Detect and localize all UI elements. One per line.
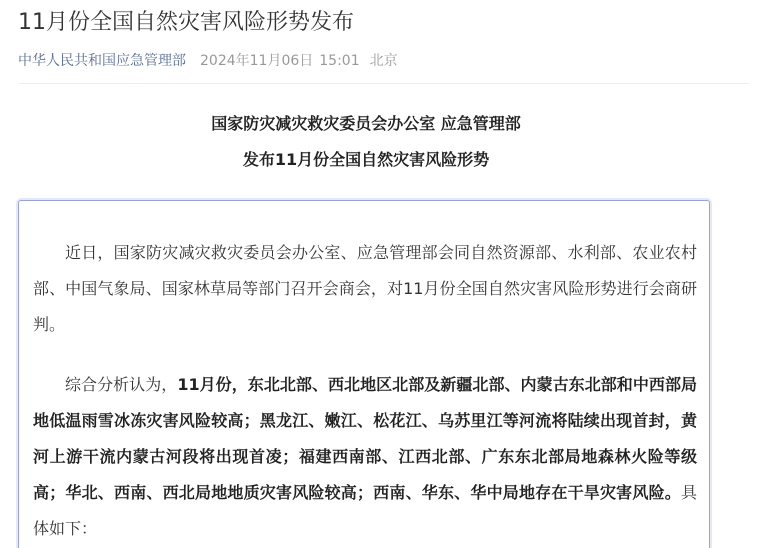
- paragraph-intro: 近日，国家防灾减灾救灾委员会办公室、应急管理部会同自然资源部、水利部、农业农村部、中国气象局、国家林草局等部门召开会商会，对11月份全国自然灾害风险形势进行会商研判。: [33, 243, 697, 334]
- publish-date: 2024年11月06日: [200, 53, 314, 69]
- header-divider: [18, 83, 750, 84]
- source-link[interactable]: 中华人民共和国应急管理部: [18, 53, 186, 69]
- analysis-tail: 具体如下：: [33, 483, 697, 538]
- article-meta: [18, 50, 398, 72]
- content-box: [18, 200, 710, 548]
- heading-subject: 发布11月份全国自然灾害风险形势: [242, 150, 490, 169]
- analysis-lead: 综合分析认为，: [65, 375, 178, 394]
- publish-time: 15:01: [319, 53, 360, 69]
- paragraph-analysis: [33, 367, 697, 547]
- article-title: 11月份全国自然灾害风险形势发布: [18, 10, 354, 35]
- heading-issuer: 国家防灾减灾救灾委员会办公室 应急管理部: [211, 114, 521, 133]
- analysis-summary: 11月份，东北北部、西北地区北部及新疆北部、内蒙古东北部和中西部局地低温雨雪冰冻灾害风险较高；黑龙江、嫩江、松花江、乌苏里江等河流将陆续出现首封，黄河上游干流内蒙古河段将出现首凌；福建西南部、江西北部、广东东北部局地森林火险等级高；华北、西南、西北局地地质灾害风险较高；西南、华东、华中局地存在干旱灾害风险。: [33, 375, 697, 502]
- publish-location: 北京: [369, 53, 398, 69]
